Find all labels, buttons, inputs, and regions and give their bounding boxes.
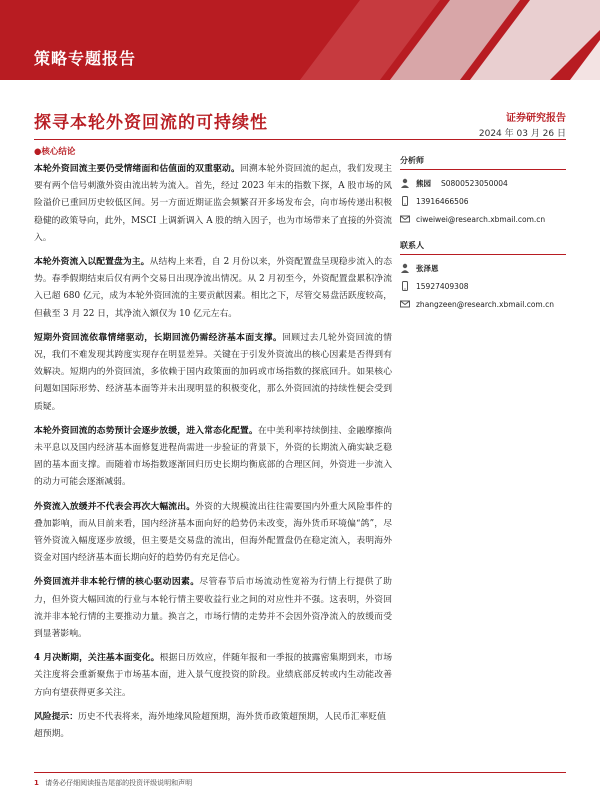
paragraph	[34, 423, 392, 492]
paragraph-text: 尽管春节后市场流动性宽裕为行情上行提供了助力，但外资大幅回流的行业与本轮行情主要收益行业之间的对应性并不强。这表明，外资回流并非本轮行情的主要推动力量。换言之，市场行情的走势并不会因外资净流入的放缓而受到显著影响。	[34, 577, 392, 640]
paragraph-lead: 本轮外资回流的态势预计会逐步放缓，进入常态化配置。	[34, 425, 258, 436]
analyst-heading: 分析师	[400, 155, 566, 170]
section-tag-core-conclusion: ●核心结论	[34, 147, 76, 157]
contact-email[interactable]: zhangzeen@research.xbmail.com.cn	[416, 299, 554, 309]
title-divider	[34, 139, 566, 140]
contact-name: 张泽恩	[416, 263, 439, 273]
email-icon	[400, 299, 410, 309]
paragraph-text: 根据日历效应，伴随年报和一季报的披露密集期到来，市场关注度将会重新聚焦于市场基本面，进入景气度投资的阶段。业绩底部反转或内生动能改善方向有望获得更多关注。	[34, 653, 392, 698]
phone-icon	[400, 196, 410, 206]
paragraph-lead: 本轮外资回流主要仍受情绪面和估值面的双重驱动。	[34, 164, 240, 174]
author-sidebar	[400, 155, 566, 315]
paragraph	[34, 330, 392, 416]
analyst-phone: 13916466506	[416, 196, 469, 206]
contact-heading: 联系人	[400, 240, 566, 255]
risk-warning	[34, 709, 392, 743]
analyst-email[interactable]: ciweiwei@research.xbmail.com.cn	[416, 214, 546, 224]
contact-email-row	[400, 297, 566, 311]
paragraph-text: 从结构上来看，自 2 月份以来，外资配置盘呈现稳步流入的态势。春季假期结束后仅有两个交易日出现净流出情况。从 2 月初至今，外资配置盘累积净流入已超 680 亿元，成为本轮外资回流的主要贡献因素。相比之下，尽管交易盘活跃度较高，但截至 3 月 22 日，其净流入额仅为 10 亿元左右。	[34, 257, 392, 319]
contact-phone-row	[400, 279, 566, 293]
paragraph	[34, 650, 392, 702]
person-icon	[400, 178, 410, 188]
analyst-cert-number: S0800523050004	[441, 178, 508, 188]
analyst-phone-row	[400, 194, 566, 208]
paragraph	[34, 161, 392, 247]
banner-stripes-decoration	[300, 0, 600, 80]
report-date: 2024 年 03 月 26 日	[478, 129, 566, 139]
report-title: 探寻本轮外资回流的可持续性	[34, 113, 268, 133]
contact-row	[400, 261, 566, 275]
banner-title: 策略专题报告	[34, 49, 137, 68]
report-type: 证券研究报告	[506, 113, 566, 124]
main-content	[34, 161, 392, 743]
paragraph-text: 在中美利率持续倒挂、金融摩擦尚未平息以及国内经济基本面修复进程尚需进一步验证的背景下，外资的长期流入确实缺乏稳固的基本面支撑。而随着市场指数逐渐回归历史长期均衡底部的合理区间，外资进一步流入的动力可能会逐渐减弱。	[34, 425, 392, 488]
risk-lead: 风险提示：	[34, 711, 78, 722]
paragraph-lead: 4 月决断期，关注基本面变化。	[34, 653, 160, 664]
paragraph-text: 外资的大规模流出往往需要国内外重大风险事件的叠加影响，而从目前来看，国内经济基本面向好的趋势仍未改变，海外货币环境偏“鸽”，尽管外资流入幅度逐步放缓，但主要是交易盘的流出，但海外配置盘仍在稳定流入，表明海外资金对国内经济基本面长期向好的趋势仍有充足信心。	[34, 501, 392, 564]
risk-text: 历史不代表将来，海外地缘风险超预期，海外货币政策超预期，人民币汇率贬值超预期。	[34, 711, 386, 740]
footer-disclaimer: 请务必仔细阅读报告尾部的投资评级说明和声明	[45, 779, 193, 787]
paragraph-lead: 外资回流并非本轮行情的核心驱动因素。	[34, 577, 200, 588]
paragraph	[34, 574, 392, 643]
footer	[34, 778, 192, 788]
person-icon	[400, 263, 410, 273]
paragraph-lead: 短期外资回流依靠情绪驱动，长期回流仍需经济基本面支撑。	[34, 332, 283, 343]
analyst-row	[400, 176, 566, 190]
contact-phone: 15927409308	[416, 281, 469, 291]
analyst-name: 熊园	[416, 178, 431, 188]
paragraph	[34, 254, 392, 323]
paragraph-lead: 本轮外资流入以配置盘为主。	[34, 257, 150, 268]
paragraph-lead: 外资流入放缓并不代表会再次大幅流出。	[34, 501, 196, 512]
paragraph	[34, 499, 392, 568]
header-banner	[0, 0, 600, 80]
page-number: 1	[34, 779, 39, 787]
footer-divider	[34, 772, 566, 773]
analyst-email-row	[400, 212, 566, 226]
email-icon	[400, 214, 410, 224]
paragraph-text: 回顾过去几轮外资回流的情况，我们不难发现其跨度实现存在明显差异。关键在于引发外资流出的核心因素是否得到有效解决。短期内的外资回流，多依赖于国内政策面的加码或市场指数的探底回升。如果核心问题如国际形势、经济基本面等并未出现明显的积极变化，那么外资回流的持续性便会受到质疑。	[34, 332, 392, 412]
paragraph-text: 回溯本轮外资回流的起点，我们发现主要有两个信号刺激外资由流出转为流入。首先，经过 2023 年末的指数下探，A 股市场的风险溢价已重回历史较低区间。另一方面近期证监会频繁召开多场发布会，向市场传递出积极稳健的政策导向，此外，MSCI 上调新调入 A 股的纳入因子，也为市场带来了直接的外资流入。	[34, 164, 392, 243]
phone-icon	[400, 281, 410, 291]
